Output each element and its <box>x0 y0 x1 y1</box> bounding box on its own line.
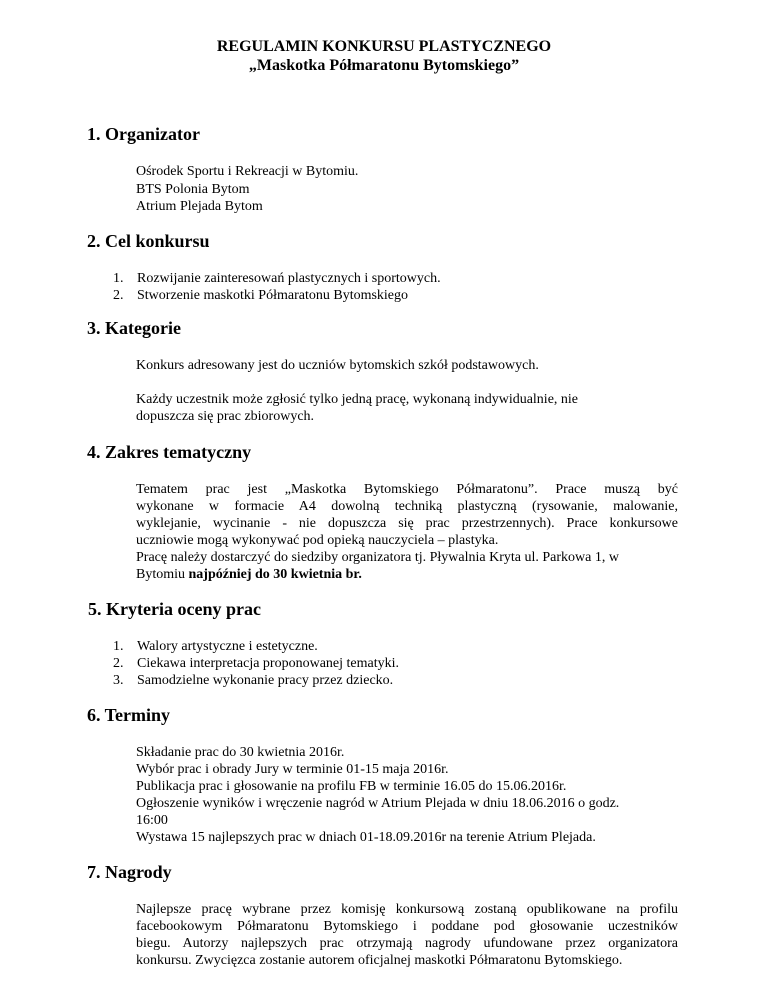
document-title: REGULAMIN KONKURSU PLASTYCZNEGO <box>216 38 552 55</box>
prizes-line: Najlepsze pracę wybrane przez komisję konkursową zostaną opublikowane na profilu <box>136 902 678 917</box>
section-heading-dates: 6. Terminy <box>87 705 171 725</box>
organizer-line: Atrium Plejada Bytom <box>136 199 263 214</box>
list-number: 2. <box>113 656 124 671</box>
dates-line: Ogłoszenie wyników i wręczenie nagród w Atrium Plejada w dniu 18.06.2016 o godz. <box>136 796 620 811</box>
section-heading-categories: 3. Kategorie <box>87 318 181 338</box>
list-number: 2. <box>113 288 124 303</box>
list-item: Rozwijanie zainteresowań plastycznych i sportowych. <box>137 271 441 286</box>
list-number: 1. <box>113 639 124 654</box>
organizer-line: Ośrodek Sportu i Rekreacji w Bytomiu. <box>136 164 359 179</box>
section-heading-organizer: 1. Organizator <box>87 124 200 144</box>
theme-line: Pracę należy dostarczyć do siedziby organizatora tj. Pływalnia Kryta ul. Parkowa 1, w <box>136 550 619 565</box>
dates-line: Wybór prac i obrady Jury w terminie 01-15 maja 2016r. <box>136 762 449 777</box>
prizes-line: biegu. Autorzy najlepszych prac otrzymają nagrody ufundowane przez organizatora <box>136 936 678 951</box>
prizes-line: facebookowym Półmaratonu Bytomskiego i poddane pod głosowanie uczestników <box>136 919 678 934</box>
document-subtitle: „Maskotka Półmaratonu Bytomskiego” <box>248 57 520 74</box>
theme-line: Tematem prac jest „Maskotka Bytomskiego Półmaratonu”. Prace muszą być <box>136 482 678 497</box>
theme-line: uczniowie mogą wykonywać pod opieką nauczyciela – plastyka. <box>136 533 499 548</box>
theme-line: wyklejanie, wycinanie - nie dopuszcza się prac przestrzennych). Prace konkursowe <box>136 516 678 531</box>
section-heading-theme: 4. Zakres tematyczny <box>87 442 252 462</box>
dates-line: 16:00 <box>136 813 168 828</box>
list-item: Samodzielne wykonanie pracy przez dziecko. <box>137 673 394 688</box>
dates-line: Publikacja prac i głosowanie na profilu FB w terminie 16.05 do 15.06.2016r. <box>136 779 567 794</box>
dates-line: Wystawa 15 najlepszych prac w dniach 01-18.09.2016r na terenie Atrium Plejada. <box>136 830 596 845</box>
categories-paragraph: Każdy uczestnik może zgłosić tylko jedną pracę, wykonaną indywidualnie, nie <box>136 392 579 407</box>
dates-line: Składanie prac do 30 kwietnia 2016r. <box>136 745 345 760</box>
list-item: Stworzenie maskotki Półmaratonu Bytomskiego <box>137 288 409 303</box>
categories-paragraph: Konkurs adresowany jest do uczniów bytomskich szkół podstawowych. <box>136 358 539 373</box>
list-number: 3. <box>113 673 124 688</box>
list-number: 1. <box>113 271 124 286</box>
theme-line: wykonane w formacie A4 dowolną techniką plastyczną (rysowanie, malowanie, <box>136 499 678 514</box>
list-item: Walory artystyczne i estetyczne. <box>137 639 318 654</box>
list-item: Ciekawa interpretacja proponowanej tematyki. <box>137 656 400 671</box>
theme-deadline-prefix: Bytomiu <box>136 567 189 582</box>
organizer-line: BTS Polonia Bytom <box>136 182 250 197</box>
section-heading-goal: 2. Cel konkursu <box>87 231 210 251</box>
section-heading-criteria: 5. Kryteria oceny prac <box>88 599 261 619</box>
section-heading-prizes: 7. Nagrody <box>87 862 172 882</box>
categories-paragraph: dopuszcza się prac zbiorowych. <box>136 409 315 424</box>
theme-deadline-bold: najpóźniej do 30 kwietnia br. <box>188 567 362 582</box>
theme-deadline-line <box>136 566 362 583</box>
prizes-line: konkursu. Zwycięzca zostanie autorem oficjalnej maskotki Półmaratonu Bytomskiego. <box>136 953 623 968</box>
